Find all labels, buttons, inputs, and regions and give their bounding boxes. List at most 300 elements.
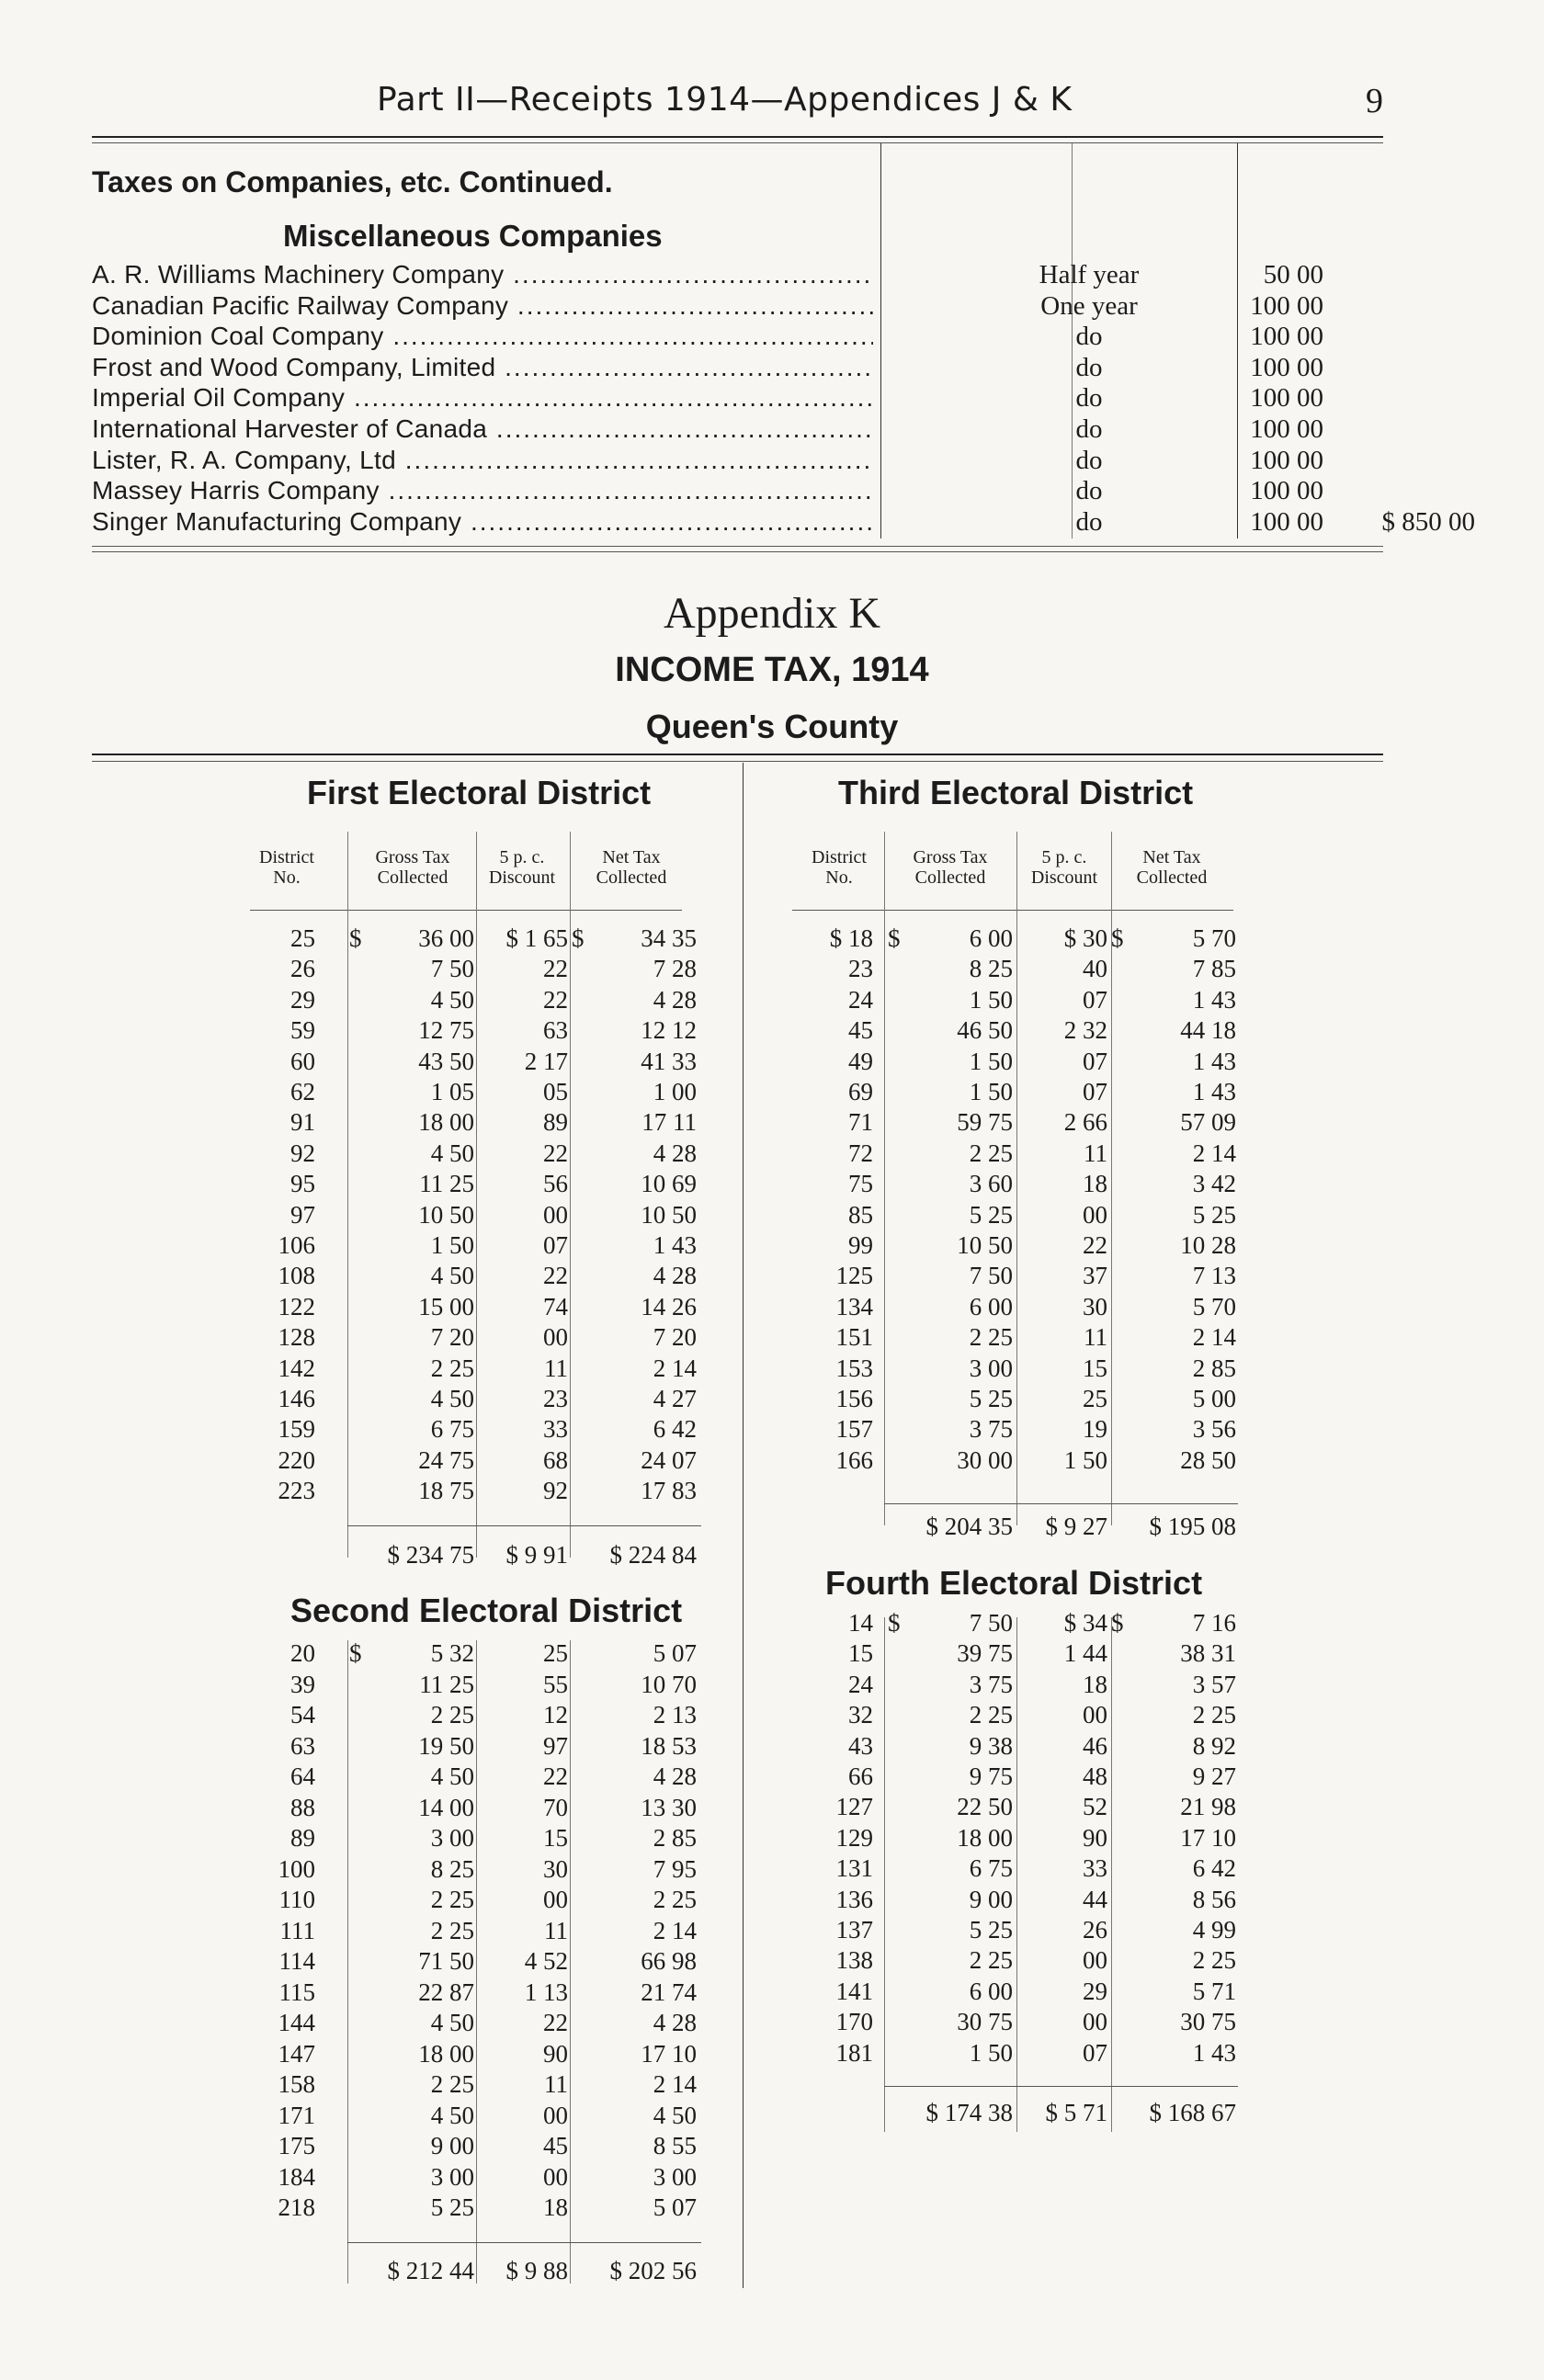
discount: 18 (543, 2193, 568, 2221)
total-rule (884, 2086, 1238, 2087)
gross-tax: 4 50 (430, 1262, 474, 1290)
header-rule-thin (92, 142, 1383, 143)
net-tax: 9 27 (1192, 1762, 1236, 1790)
net-tax: 66 98 (641, 1947, 697, 1975)
gross-tax: 6 75 (969, 1854, 1013, 1883)
gross-tax: 2 25 (430, 1916, 474, 1944)
total-row (0, 1512, 1544, 1542)
net-tax: 4 28 (653, 1139, 697, 1167)
total-row (0, 1540, 1544, 1570)
gross-tax: 3 00 (969, 1354, 1013, 1382)
table-row (0, 1853, 1544, 1884)
company-name: Singer Manufacturing Company ..... (92, 506, 873, 538)
gross-tax: 4 50 (430, 2101, 474, 2129)
table-row (0, 2007, 1544, 2037)
district-number: 59 (290, 1016, 315, 1045)
fourth_district-title: Fourth Electoral District (825, 1564, 1203, 1602)
net-tax: 13 30 (641, 1793, 697, 1821)
net-tax: 7 20 (653, 1323, 697, 1352)
net-tax: 1 43 (1192, 985, 1236, 1014)
net-tax: 8 92 (1192, 1731, 1236, 1760)
net-tax: 5 70 (1192, 924, 1236, 952)
discount: 05 (543, 1078, 568, 1105)
net-tax: 2 14 (1192, 1323, 1236, 1352)
company-name: International Harvester of Canada ..... (92, 414, 873, 445)
company-name: Canadian Pacific Railway Company ..... (92, 290, 873, 322)
table-row (0, 1945, 1544, 1976)
table-row (0, 1230, 1544, 1261)
discount: 1 50 (1063, 1445, 1107, 1474)
discount: 11 (1084, 1139, 1107, 1167)
total-discount: $ 5 71 (1045, 2099, 1107, 2126)
gross-tax: 46 50 (957, 1016, 1013, 1045)
discount: 45 (543, 2132, 568, 2159)
net-tax: 3 00 (653, 2162, 697, 2191)
district-number: 25 (290, 924, 315, 952)
net-tax: 24 07 (641, 1445, 697, 1474)
company-amount: 100 00 (1250, 352, 1323, 382)
district-number: 95 (290, 1170, 315, 1198)
net-tax: 5 71 (1192, 1977, 1236, 2005)
header-rule (92, 136, 1383, 138)
net-tax: 2 13 (653, 1701, 697, 1728)
discount: 2 66 (1063, 1108, 1107, 1137)
table-row (0, 2193, 1544, 2223)
gross-tax: 14 00 (418, 1793, 474, 1821)
table-row (0, 1015, 1544, 1046)
discount: 37 (1083, 1262, 1107, 1290)
total-row (0, 2256, 1544, 2286)
gross-tax: 8 25 (969, 955, 1013, 983)
table-row (0, 924, 1544, 954)
table-row (0, 1322, 1544, 1353)
discount: 00 (1083, 1946, 1107, 1975)
net-tax: 34 35 (641, 924, 697, 952)
gross-tax: 4 50 (430, 2009, 474, 2036)
district-number: 184 (278, 2162, 315, 2191)
net-tax: 1 43 (1192, 1047, 1236, 1075)
net-tax: 4 28 (653, 1262, 697, 1290)
discount: 00 (543, 1200, 568, 1229)
discount: 00 (1083, 1701, 1107, 1729)
table-row (0, 1077, 1544, 1107)
gross-tax: 3 60 (969, 1170, 1013, 1198)
dollar-sign: $ (1111, 924, 1124, 952)
discount: 89 (543, 1108, 568, 1137)
header-underline (250, 910, 682, 911)
district-number: 49 (848, 1047, 873, 1075)
net-tax: 17 10 (1180, 1823, 1236, 1852)
discount: 90 (1083, 1823, 1107, 1852)
net-tax: 10 50 (641, 1200, 697, 1229)
discount: 23 (543, 1385, 568, 1412)
district-number: 181 (835, 2038, 873, 2067)
table-row (0, 1107, 1544, 1138)
district-number: 62 (290, 1078, 315, 1105)
company-row (92, 382, 1383, 414)
district-number: 97 (290, 1200, 315, 1229)
net-tax: 10 70 (641, 1670, 697, 1698)
district-number: 99 (848, 1231, 873, 1259)
gross-tax: 22 87 (418, 1978, 474, 2006)
district-number: 15 (848, 1639, 873, 1668)
appendix-rule-thin (92, 761, 1383, 762)
discount: 33 (543, 1415, 568, 1444)
company-period: do (1075, 414, 1103, 444)
company-amount: 100 00 (1250, 414, 1323, 444)
net-tax: 5 00 (1192, 1385, 1236, 1412)
company-period: do (1075, 445, 1103, 475)
company-name: Imperial Oil Company ..... (92, 382, 873, 414)
gross-tax: 12 75 (418, 1016, 474, 1045)
company-amount: 100 00 (1250, 290, 1323, 321)
company-name: Lister, R. A. Company, Ltd ..... (92, 445, 873, 476)
net-tax: 6 42 (653, 1415, 697, 1444)
gross-tax: 2 25 (430, 2070, 474, 2098)
header-underline (792, 910, 1233, 911)
discount: 48 (1083, 1762, 1107, 1790)
net-tax: 38 31 (1180, 1639, 1236, 1668)
discount: 29 (1083, 1977, 1107, 2005)
gross-tax: 1 50 (969, 1047, 1013, 1075)
net-tax: 4 28 (653, 1762, 697, 1790)
company-period: do (1075, 476, 1103, 506)
first_district-title: First Electoral District (307, 774, 652, 811)
table-row (0, 1261, 1544, 1291)
gross-tax: 30 00 (957, 1445, 1013, 1474)
net-tax: 2 14 (653, 1916, 697, 1944)
discount: 22 (543, 2009, 568, 2036)
gross-tax: 43 50 (418, 1047, 474, 1075)
gross-tax: 6 00 (969, 1977, 1013, 2005)
net-tax: 2 14 (1192, 1139, 1236, 1167)
discount: 22 (543, 1262, 568, 1290)
total-rule (347, 2242, 701, 2243)
company-name: Dominion Coal Company ..... (92, 321, 873, 352)
district-number: 158 (278, 2070, 315, 2098)
discount: 22 (1083, 1231, 1107, 1259)
company-period: One year (1040, 290, 1138, 321)
district-number: 69 (848, 1078, 873, 1105)
appendix-rule (92, 754, 1383, 755)
discount: 22 (543, 1762, 568, 1790)
discount: 40 (1083, 955, 1107, 983)
total-net: $ 195 08 (1149, 1513, 1236, 1540)
discount: 68 (543, 1445, 568, 1474)
total-discount: $ 9 27 (1045, 1513, 1107, 1540)
district-number: 43 (848, 1731, 873, 1760)
net-tax: 5 07 (653, 2193, 697, 2221)
district-number: 23 (848, 955, 873, 983)
table-row (0, 1139, 1544, 1169)
net-tax: 6 42 (1192, 1854, 1236, 1883)
net-tax: 57 09 (1180, 1108, 1236, 1137)
gross-tax: 3 00 (430, 1824, 474, 1852)
company-name: A. R. Williams Machinery Company ..... (92, 259, 873, 290)
net-tax: 10 28 (1180, 1231, 1236, 1259)
gross-tax: 2 25 (969, 1139, 1013, 1167)
total-gross: $ 234 75 (387, 1541, 474, 1569)
discount: 07 (543, 1231, 568, 1259)
discount: 00 (543, 1323, 568, 1352)
net-tax: 2 25 (1192, 1946, 1236, 1975)
misc-companies-subheading: Miscellaneous Companies (283, 219, 663, 253)
district-number: 20 (290, 1639, 315, 1667)
net-tax: 5 25 (1192, 1200, 1236, 1229)
gross-tax: 18 00 (418, 2039, 474, 2068)
discount: 90 (543, 2039, 568, 2068)
gross-tax: 7 50 (969, 1262, 1013, 1290)
net-tax: 28 50 (1180, 1445, 1236, 1474)
gross-tax: 71 50 (418, 1947, 474, 1975)
total-gross: $ 212 44 (387, 2257, 474, 2284)
total-discount: $ 9 91 (505, 1541, 568, 1569)
table-row (0, 1762, 1544, 1792)
gross-tax: 5 25 (969, 1200, 1013, 1229)
discount: 2 32 (1063, 1016, 1107, 1045)
district-number: 88 (290, 1793, 315, 1821)
gross-tax: 10 50 (957, 1231, 1013, 1259)
district-number: 131 (835, 1854, 873, 1883)
net-tax: 5 70 (1192, 1292, 1236, 1320)
net-tax: 2 25 (653, 1886, 697, 1913)
running-title: Part II—Receipts 1914—Appendices J & K (377, 81, 1073, 119)
discount: 11 (544, 1916, 568, 1944)
discount: 00 (1083, 1200, 1107, 1229)
discount: 92 (543, 1477, 568, 1505)
net-tax: 41 33 (641, 1047, 697, 1075)
net-tax: 8 55 (653, 2132, 697, 2159)
net-tax: 4 28 (653, 985, 697, 1014)
discount: 1 44 (1063, 1639, 1107, 1668)
discount: 07 (1083, 2038, 1107, 2067)
district-number: 75 (848, 1170, 873, 1198)
district-number: 45 (848, 1016, 873, 1045)
district-number: 122 (278, 1292, 315, 1320)
table-row (0, 954, 1544, 984)
discount: 00 (1083, 2008, 1107, 2036)
net-tax: 5 07 (653, 1639, 697, 1667)
gross-tax: 30 75 (957, 2008, 1013, 2036)
district-number: 157 (835, 1415, 873, 1444)
company-period: do (1075, 352, 1103, 382)
discount: 15 (1083, 1354, 1107, 1382)
gross-tax: 2 25 (430, 1354, 474, 1382)
company-amount: 50 00 (1263, 260, 1323, 289)
table-row (0, 1414, 1544, 1445)
net-tax: 2 14 (653, 1354, 697, 1382)
companies-bottom-rule-2 (92, 551, 1383, 552)
company-row (92, 506, 1475, 538)
company-name: Massey Harris Company ..... (92, 475, 873, 506)
district-no-header: District No. (812, 847, 867, 888)
discount: 52 (1083, 1793, 1107, 1821)
discount: 55 (543, 1670, 568, 1698)
table-row (0, 1823, 1544, 1853)
discount: 70 (543, 1793, 568, 1821)
gross-tax: 7 50 (430, 955, 474, 983)
gross-tax: 4 50 (430, 1762, 474, 1790)
discount: 18 (1083, 1670, 1107, 1698)
gross-tax: 9 38 (969, 1731, 1013, 1760)
discount: 1 13 (524, 1978, 568, 2006)
gross-tax: 22 50 (957, 1793, 1013, 1821)
table-row (0, 1476, 1544, 1506)
net-tax: 18 53 (641, 1731, 697, 1760)
table-row (0, 1047, 1544, 1077)
discount-header: 5 p. c. Discount (488, 847, 556, 888)
district-number: 114 (278, 1947, 315, 1975)
net-tax-header: Net Tax Collected (596, 847, 667, 888)
district-number: 89 (290, 1824, 315, 1852)
company-row (92, 475, 1383, 506)
net-tax: 21 98 (1180, 1793, 1236, 1821)
discount: $ 1 65 (505, 924, 568, 952)
total-net: $ 202 56 (609, 2257, 697, 2284)
table-row (0, 1977, 1544, 2007)
district-number: 153 (835, 1354, 873, 1382)
discount: $ 30 (1063, 924, 1107, 952)
discount: 30 (543, 1854, 568, 1883)
discount: 00 (543, 2162, 568, 2191)
gross-tax: 2 25 (430, 1886, 474, 1913)
gross-tax: 3 00 (430, 2162, 474, 2191)
district-number: 60 (290, 1047, 315, 1075)
district-number: 106 (278, 1231, 315, 1259)
net-tax: 21 74 (641, 1978, 697, 2006)
page-number: 9 (1366, 82, 1384, 120)
district-number: 171 (278, 2101, 315, 2129)
gross-tax: 5 25 (969, 1916, 1013, 1944)
discount: 30 (1083, 1292, 1107, 1320)
company-row (92, 321, 1383, 352)
company-row (92, 352, 1383, 383)
net-tax: 7 16 (1192, 1609, 1236, 1637)
district-number: 220 (278, 1445, 315, 1474)
table-row (0, 2069, 1544, 2100)
net-tax: 17 83 (641, 1477, 697, 1505)
company-period: do (1075, 506, 1103, 537)
third_district-title: Third Electoral District (838, 774, 1194, 811)
discount: 26 (1083, 1916, 1107, 1944)
district-number: 71 (848, 1108, 873, 1137)
net-tax: 4 28 (653, 2009, 697, 2036)
gross-tax: 4 50 (430, 1139, 474, 1167)
net-tax: 1 00 (653, 1078, 697, 1105)
district-number: 115 (278, 1978, 315, 2006)
gross-tax: 39 75 (957, 1639, 1013, 1668)
net-tax: 30 75 (1180, 2008, 1236, 2036)
net-tax: 17 11 (641, 1108, 697, 1137)
gross-tax: 24 75 (418, 1445, 474, 1474)
table-row (0, 2162, 1544, 2193)
district-number: 218 (278, 2193, 315, 2221)
district-number: 136 (835, 1885, 873, 1913)
district-number: 72 (848, 1139, 873, 1167)
total-gross: $ 204 35 (925, 1513, 1013, 1540)
dollar-sign: $ (888, 924, 901, 952)
district-number: 125 (835, 1262, 873, 1290)
county-title: Queen's County (645, 708, 899, 745)
discount: 22 (543, 955, 568, 983)
discount: 97 (543, 1731, 568, 1760)
net-tax: 3 42 (1192, 1170, 1236, 1198)
gross-tax: 10 50 (418, 1200, 474, 1229)
gross-tax: 2 25 (969, 1701, 1013, 1729)
district-number: 100 (278, 1854, 315, 1883)
district-number: 24 (848, 985, 873, 1014)
gross-tax: 4 50 (430, 985, 474, 1014)
table-row (0, 1608, 1544, 1638)
table-row (0, 1731, 1544, 1762)
discount: 56 (543, 1170, 568, 1198)
company-row (92, 445, 1383, 476)
gross-tax: 18 00 (957, 1823, 1013, 1852)
gross-tax: 18 00 (418, 1108, 474, 1137)
district-number: 24 (848, 1670, 873, 1698)
district-number: 108 (278, 1262, 315, 1290)
district-number: 66 (848, 1762, 873, 1790)
companies-heading: Taxes on Companies, etc. Continued. (92, 165, 613, 198)
district-number: 110 (278, 1886, 315, 1913)
discount: 25 (543, 1639, 568, 1667)
discount: 2 17 (524, 1047, 568, 1075)
district-number: $ 18 (829, 924, 873, 952)
district-number: 129 (835, 1823, 873, 1852)
table-row (0, 1792, 1544, 1822)
discount: 44 (1083, 1885, 1107, 1913)
net-tax: 7 13 (1192, 1262, 1236, 1290)
gross-tax: 11 25 (419, 1670, 474, 1698)
company-amount: 100 00 (1250, 383, 1323, 414)
gross-tax: 1 50 (969, 2038, 1013, 2067)
companies-total: $ 850 00 (1381, 506, 1475, 537)
net-tax: 14 26 (641, 1292, 697, 1320)
discount: 00 (543, 2101, 568, 2129)
company-period: do (1075, 383, 1103, 414)
table-row (0, 1169, 1544, 1199)
discount: 15 (543, 1824, 568, 1852)
district-number: 138 (835, 1946, 873, 1975)
district-number: 141 (835, 1977, 873, 2005)
total-net: $ 168 67 (1149, 2099, 1236, 2126)
district-number: 151 (835, 1323, 873, 1352)
district-number: 32 (848, 1701, 873, 1729)
district-number: 127 (835, 1793, 873, 1821)
gross-tax: 1 50 (969, 1078, 1013, 1105)
discount: 11 (1084, 1323, 1107, 1352)
table-row (0, 985, 1544, 1015)
district-number: 175 (278, 2132, 315, 2159)
gross-tax: 8 25 (430, 1854, 474, 1883)
district-number: 92 (290, 1139, 315, 1167)
gross-tax: 11 25 (419, 1170, 474, 1198)
net-tax: 17 10 (641, 2039, 697, 2068)
district-no-header: District No. (259, 847, 314, 888)
net-tax: 4 27 (653, 1385, 697, 1412)
table-row (0, 1354, 1544, 1384)
company-amount: 100 00 (1250, 476, 1323, 506)
net-tax: 2 25 (1192, 1701, 1236, 1729)
district-number: 166 (835, 1445, 873, 1474)
gross-tax: 9 75 (969, 1762, 1013, 1790)
net-tax: 1 43 (653, 1231, 697, 1259)
gross-tax-header: Gross Tax Collected (913, 847, 988, 888)
company-name: Frost and Wood Company, Limited ..... (92, 352, 873, 383)
dollar-sign: $ (349, 1639, 362, 1667)
net-tax: 44 18 (1180, 1016, 1236, 1045)
discount: 11 (544, 2070, 568, 2098)
